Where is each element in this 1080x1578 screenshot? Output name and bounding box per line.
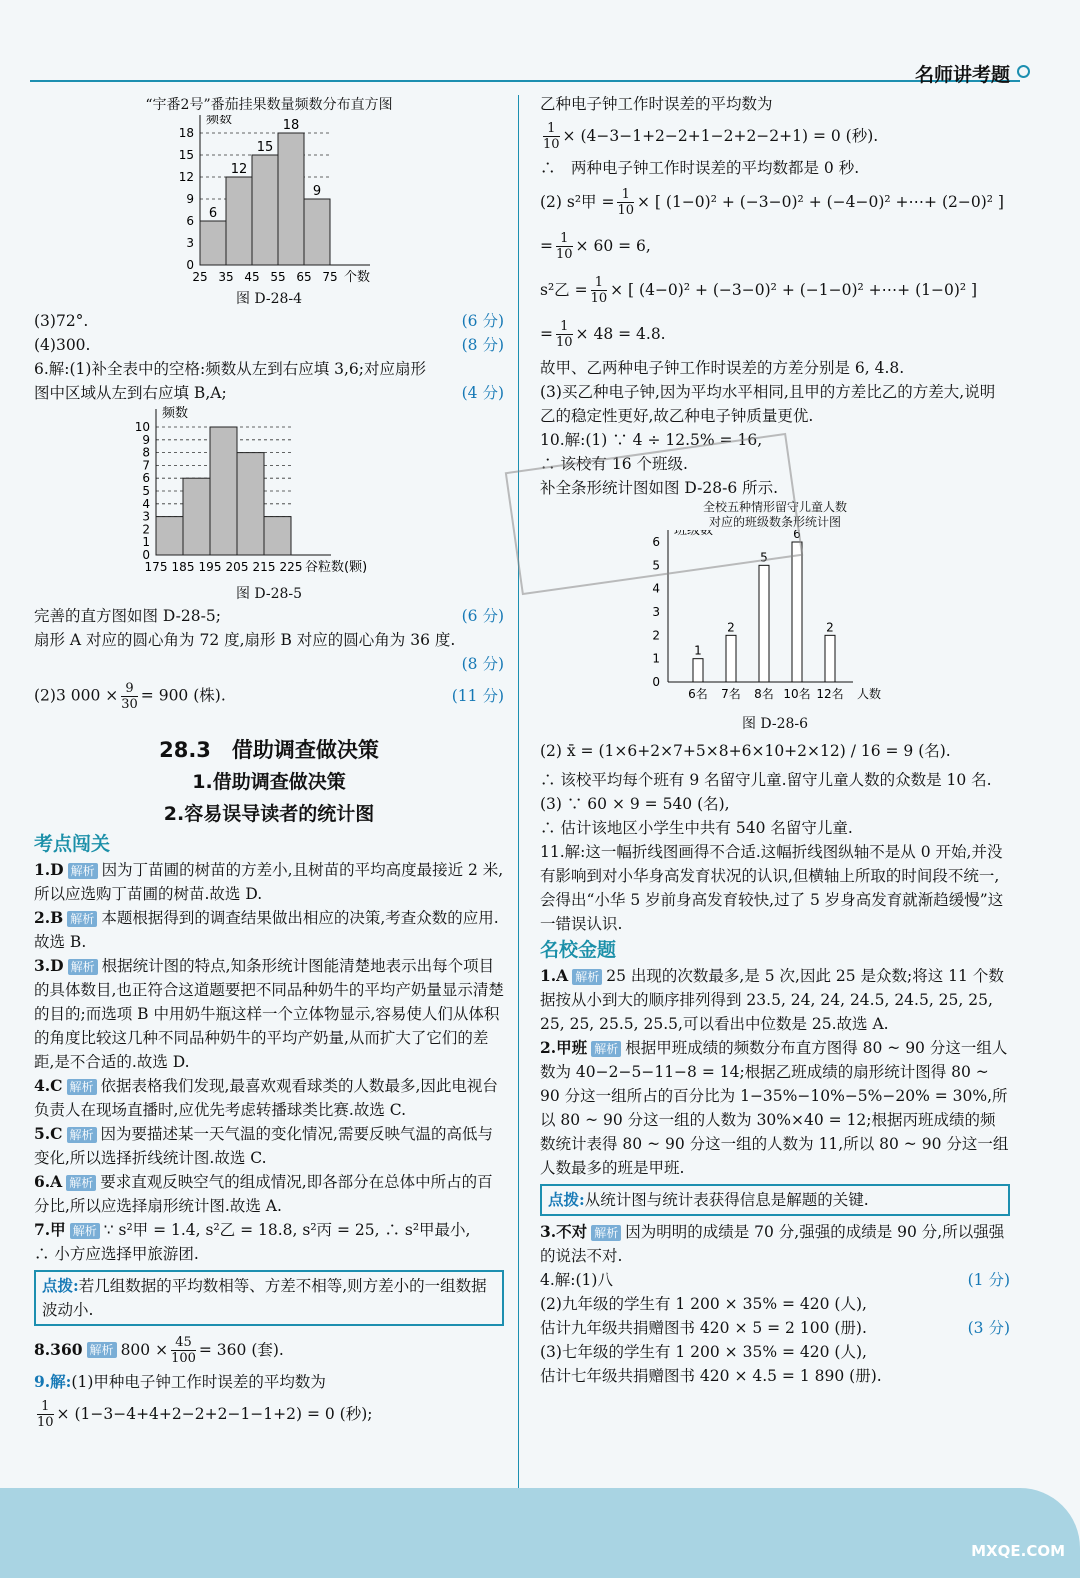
q6-line-c: 完善的直方图如图 D-28-5; <box>34 607 221 625</box>
gold-answer-1: 1.A 解析 25 出现的次数最多,是 5 次,因此 25 是众数;将这 11 个数据按从小到大的顺序排列得到 23.5, 24, 24, 24.5, 24.5, 25, 25, 25, 25, 25.5, 25.5,可以看出中位数是 25.故选 A. <box>540 966 1004 1033</box>
fraction: $\frac{1}{10}$ <box>590 274 608 306</box>
q6-score-e: (11 分) <box>451 687 504 705</box>
y-tick-label: 0 <box>142 548 150 562</box>
right-column <box>540 92 1010 1388</box>
y-tick-label: 2 <box>142 522 150 537</box>
r-line-10: 10.解:(1) ∵ 4 ÷ 12.5% = 16, <box>540 431 763 449</box>
x-tick-label: 65 <box>296 270 312 284</box>
q6-row-c <box>34 604 504 628</box>
x-axis-label: 个数 <box>344 270 371 285</box>
y-tick-label: 4 <box>142 496 150 511</box>
gold-answer-4-3-score: (3 分) <box>967 1319 1010 1337</box>
gold-answer-4: 4.解:(1)八 <box>540 1271 613 1289</box>
header-title: 名师讲考题 <box>914 64 1010 86</box>
y-tick-label: 15 <box>178 148 194 162</box>
x-tick-label: 55 <box>270 270 286 284</box>
bar <box>825 635 835 682</box>
bar <box>693 659 703 682</box>
bar-value-label: 6 <box>793 530 801 541</box>
q6-line-a: 6.解:(1)补全表中的空格:频数从左到右应填 3,6;对应扇形 <box>34 360 426 378</box>
bar <box>759 565 769 682</box>
fraction: $\frac{1}{10}$ <box>543 120 560 152</box>
gold-answer-4-score: (1 分) <box>967 1271 1010 1289</box>
jiexi-tag: 解析 <box>68 863 98 879</box>
bar <box>304 199 330 265</box>
answer-3-row <box>34 309 504 333</box>
jiexi-tag: 解析 <box>67 911 97 927</box>
y-tick-label: 2 <box>652 628 660 643</box>
r-line-8: 故甲、乙两种电子钟工作时误差的方差分别是 6, 4.8. <box>540 359 905 377</box>
gold-answer-4-2: (2)九年级的学生有 1 200 × 35% = 420 (人), <box>540 1295 867 1313</box>
r-line-11: ∴ 该校有 16 个班级. <box>540 455 688 473</box>
r-line-5: = $\frac{1}{10}$ × 60 = 6, <box>540 230 651 262</box>
answer-6a: 6.A 解析 要求直观反映空气的组成情况,即各部分在总体中所占的百分比,所以应选择扇形统计图.故选 A. <box>34 1172 493 1215</box>
x-tick-label: 8名 <box>754 687 774 701</box>
jiexi-tag: 解析 <box>591 1225 621 1241</box>
x-tick-label: 45 <box>244 270 260 284</box>
header-rule <box>30 80 1020 82</box>
y-tick-label: 0 <box>186 258 194 272</box>
y-tick-label: 10 <box>134 420 150 434</box>
bar <box>792 542 802 682</box>
bar <box>156 517 183 555</box>
answer-9: 9.解:(1)甲种电子钟工作时误差的平均数为 <box>34 1372 326 1391</box>
gold-answer-3: 3.不对 解析 因为明明的成绩是 70 分,强强的成绩是 90 分,所以强强的说法不对. <box>540 1222 1005 1265</box>
chart3-caption: 图 D-28-6 <box>741 716 809 732</box>
answer-4: (4)300. <box>34 336 91 354</box>
q6-line-d: 扇形 A 对应的圆心角为 72 度,扇形 B 对应的圆心角为 36 度. <box>34 631 456 649</box>
column-divider <box>518 95 519 1495</box>
gold-answer-4-row <box>540 1268 1010 1292</box>
y-tick-label: 3 <box>186 236 194 250</box>
bar-value-label: 5 <box>760 550 768 565</box>
r-line-13: (2) x̄ = (1×6+2×7+5×8+6×10+2×12) / 16 = 9 (名). <box>540 742 951 760</box>
y-tick-label: 4 <box>652 581 660 596</box>
y-axis-label: 频数 <box>162 406 189 421</box>
answer-7: 7.甲 解析 ∵ s²甲 = 1.4, s²乙 = 18.8, s²丙 = 25, ∴ s²甲最小, <box>34 1220 471 1239</box>
chart1-title: “宇番2号”番茄挂果数量频数分布直方图 <box>145 97 393 113</box>
bar <box>252 155 278 265</box>
jiexi-tag: 解析 <box>67 1079 97 1095</box>
answer-3-score: (6 分) <box>461 312 504 330</box>
x-tick-label: 25 <box>192 270 208 284</box>
subsection-1: 1.借助调查做决策 <box>192 771 346 793</box>
r-line-9: (3)买乙种电子钟,因为平均水平相同,且甲的方差比乙的方差大,说明乙的稳定性更好,故乙种电子钟质量更优. <box>540 383 996 425</box>
histogram-d-28-4 <box>34 115 504 285</box>
x-tick-label: 6名 <box>688 687 708 701</box>
fraction: $\frac{9}{30}$ <box>121 680 138 712</box>
x-tick-label: 195 <box>198 560 222 574</box>
gold-answer-4-4: (3)七年级的学生有 1 200 × 35% = 420 (人), <box>540 1343 867 1361</box>
x-axis-label: 人数 <box>857 687 882 701</box>
jiexi-tag: 解析 <box>591 1041 621 1057</box>
jiexi-tag: 解析 <box>572 969 602 985</box>
q6-row-e <box>34 676 504 716</box>
bar-value-label: 18 <box>282 118 300 133</box>
header-circle-icon <box>1017 65 1030 78</box>
chart3-title-2: 对应的班级数条形统计图 <box>708 515 841 529</box>
q6-line-e: (2)3 000 × $\frac{9}{30}$ = 900 (株). <box>34 680 226 712</box>
answer-9-calc: $\frac{1}{10}$ × (1−3−4+4+2−2+2−1−1+2) = 0 (秒); <box>37 1398 373 1430</box>
left-column <box>34 95 504 1434</box>
chart2-caption: 图 D-28-5 <box>235 586 303 602</box>
r-line-4: (2) s²甲 = $\frac{1}{10}$ × [ (1−0)² + (−3−0)² + (−4−0)² +⋯+ (2−0)² ] <box>540 186 1004 218</box>
x-tick-label: 10名 <box>783 687 811 701</box>
jiexi-tag: 解析 <box>66 1175 96 1191</box>
answer-4-row <box>34 333 504 357</box>
bar <box>183 478 210 555</box>
bar-value-label: 12 <box>230 162 248 177</box>
x-tick-label: 12名 <box>816 687 844 701</box>
kaodian-heading: 考点闯关 <box>34 833 111 855</box>
bar-value-label: 2 <box>727 620 735 635</box>
answer-5c: 5.C 解析 因为要描述某一天气温的变化情况,需要反映气温的高低与变化,所以选择折线统计图.故选 C. <box>34 1124 493 1167</box>
x-tick-label: 185 <box>171 560 195 574</box>
bar <box>237 453 264 555</box>
x-tick-label: 7名 <box>721 687 741 701</box>
histogram-d-28-5 <box>34 405 504 580</box>
y-tick-label: 12 <box>178 170 194 184</box>
y-tick-label: 1 <box>652 651 660 666</box>
r-line-15: (3) ∵ 60 × 9 = 540 (名), <box>540 795 730 813</box>
q6-score-c: (6 分) <box>461 607 504 625</box>
bar <box>200 221 226 265</box>
r-line-1: 乙种电子钟工作时误差的平均数为 <box>540 95 773 113</box>
q6-row-b <box>34 381 504 405</box>
x-axis-label: 谷粒数(颗) <box>305 560 368 575</box>
answer-11: 11.解:这一幅折线图画得不合适.这幅折线图纵轴不是从 0 开始,并没有影响到对小华身高发育状况的认识,但横轴上所取的时间段不统一,会得出“小华 5 岁前身高发育较快,过了 5 岁身高发育就渐趋缓慢”这一错误认识. <box>540 843 1004 933</box>
fraction: $\frac{1}{10}$ <box>556 230 573 262</box>
y-tick-label: 1 <box>142 535 150 550</box>
y-tick-label: 6 <box>652 535 660 549</box>
bar-value-label: 9 <box>312 184 322 199</box>
y-tick-label: 18 <box>178 126 194 140</box>
x-tick-label: 175 <box>144 560 168 574</box>
bar <box>210 427 237 555</box>
y-axis-label: 频数 <box>206 115 233 127</box>
section-title: 28.3 借助调查做决策 <box>159 738 379 762</box>
y-tick-label: 0 <box>652 675 660 689</box>
jiexi-tag: 解析 <box>67 1127 97 1143</box>
bar <box>226 177 252 265</box>
q6-line-b: 图中区域从左到右应填 B,A; <box>34 384 227 402</box>
jiexi-tag: 解析 <box>87 1342 117 1358</box>
fraction: $\frac{1}{10}$ <box>556 318 573 350</box>
mingxiao-heading: 名校金题 <box>540 939 617 961</box>
answer-4c: 4.C 解析 依据表格我们发现,最喜欢观看球类的人数最多,因此电视台负责人在现场直播时,应优先考虑转播球类比赛.故选 C. <box>34 1076 498 1119</box>
r-line-6: s²乙 = $\frac{1}{10}$ × [ (4−0)² + (−3−0)² + (−1−0)² +⋯+ (1−0)² ] <box>540 274 978 306</box>
gold-answer-4-5: 估计七年级共捐赠图书 420 × 4.5 = 1 890 (册). <box>540 1367 882 1385</box>
bar <box>278 133 304 265</box>
answer-7-conclusion: ∴ 小方应选择甲旅游团. <box>34 1245 199 1263</box>
watermark-text: MXQE.COM <box>971 1542 1065 1560</box>
q6-score-d: (8 分) <box>461 655 504 673</box>
y-tick-label: 9 <box>186 192 194 206</box>
gold-answer-2: 2.甲班 解析 根据甲班成绩的频数分布直方图得 80 ~ 90 分这一组人数为 40−2−5−11−8 = 14;根据乙班成绩的扇形统计图得 80 ~ 90 分这一组所占的百分比为 1−35%−10%−5%−20% = 30%,所以 80 ~ 90 分这一组的人数为 30%×40 = 12;根据丙班成绩的频数统计表得 80 ~ 90 分这一组的人数为 11,所以 80 ~ 90 分这一组人数最多的班是甲班. <box>540 1038 1009 1177</box>
bar-value-label: 6 <box>208 206 218 221</box>
jiexi-tag: 解析 <box>68 959 98 975</box>
y-tick-label: 8 <box>142 445 150 460</box>
y-tick-label: 6 <box>142 471 150 486</box>
fraction: $\frac{1}{10}$ <box>37 1398 54 1430</box>
chart3-title-1: 全校五种情形留守儿童人数 <box>702 500 847 514</box>
answer-4-score: (8 分) <box>461 336 504 354</box>
y-axis-label: 班级数 <box>674 530 714 538</box>
y-tick-label: 3 <box>142 509 150 524</box>
y-tick-label: 5 <box>652 558 660 573</box>
x-tick-label: 75 <box>322 270 338 284</box>
bar <box>264 517 291 555</box>
r-line-16: ∴ 估计该地区小学生中共有 540 名留守儿童. <box>540 819 853 837</box>
bottom-band <box>0 1488 1080 1578</box>
fraction: $\frac{1}{10}$ <box>617 186 635 218</box>
answer-3: (3)72°. <box>34 312 89 330</box>
y-tick-label: 9 <box>142 432 150 447</box>
x-tick-label: 205 <box>225 560 249 574</box>
bar-value-label: 1 <box>694 643 702 658</box>
y-tick-label: 5 <box>142 484 150 498</box>
r-line-2: $\frac{1}{10}$ × (4−3−1+2−2+1−2+2−2+1) = 0 (秒). <box>543 120 879 152</box>
gold-answer-4-3-row <box>540 1316 1010 1340</box>
bar <box>726 635 736 682</box>
q6-score-b: (4 分) <box>461 384 504 402</box>
r-line-14: ∴ 该校平均每个班有 9 名留守儿童.留守儿童人数的众数是 10 名. <box>540 771 992 789</box>
answer-1: 1.D 解析 因为丁苗圃的树苗的方差小,且树苗的平均高度最接近 2 米,所以应选购丁苗圃的树苗.故选 D. <box>34 860 504 903</box>
chart1-caption: 图 D-28-4 <box>235 291 303 307</box>
r-line-3: ∴ 两种电子钟工作时误差的平均数都是 0 秒. <box>540 159 860 177</box>
bar-value-label: 15 <box>256 140 274 155</box>
bar-value-label: 2 <box>826 620 834 635</box>
fraction: $\frac{45}{100}$ <box>171 1334 196 1366</box>
tip-box-2: 点拨:从统计图与统计表获得信息是解题的关键. <box>540 1184 1010 1216</box>
r-line-7: = $\frac{1}{10}$ × 48 = 4.8. <box>540 318 666 350</box>
answer-3d: 3.D 解析 根据统计图的特点,知条形统计图能清楚地表示出每个项目的具体数目,也正符合这道题要把不同品种奶牛的平均产奶量显示清楚的目的;而选项 B 中用奶牛瓶这样一个立体物显示,容易使人们从体积的角度比较这几种不同品种奶牛的平均产奶量,从而扩大了它们的差距,是不合适的.故选 D. <box>34 956 504 1071</box>
x-tick-label: 35 <box>218 270 234 284</box>
y-tick-label: 3 <box>652 605 660 619</box>
y-tick-label: 7 <box>142 458 150 473</box>
answer-8: 8.360 解析 800 × $\frac{45}{100}$ = 360 (套). <box>34 1334 284 1366</box>
answer-2: 2.B 解析 本题根据得到的调查结果做出相应的决策,考查众数的应用.故选 B. <box>34 908 499 951</box>
jiexi-tag: 解析 <box>70 1223 100 1239</box>
x-tick-label: 215 <box>252 560 276 574</box>
y-tick-label: 6 <box>186 214 194 228</box>
subsection-2: 2.容易误导读者的统计图 <box>163 803 375 825</box>
gold-answer-4-3: 估计九年级共捐赠图书 420 × 5 = 2 100 (册). <box>540 1319 867 1337</box>
tip-box: 点拨:若几组数据的平均数相等、方差不相等,则方差小的一组数据波动小. <box>34 1270 504 1326</box>
r-line-12: 补全条形统计图如图 D-28-6 所示. <box>540 479 779 497</box>
x-tick-label: 225 <box>279 560 303 574</box>
